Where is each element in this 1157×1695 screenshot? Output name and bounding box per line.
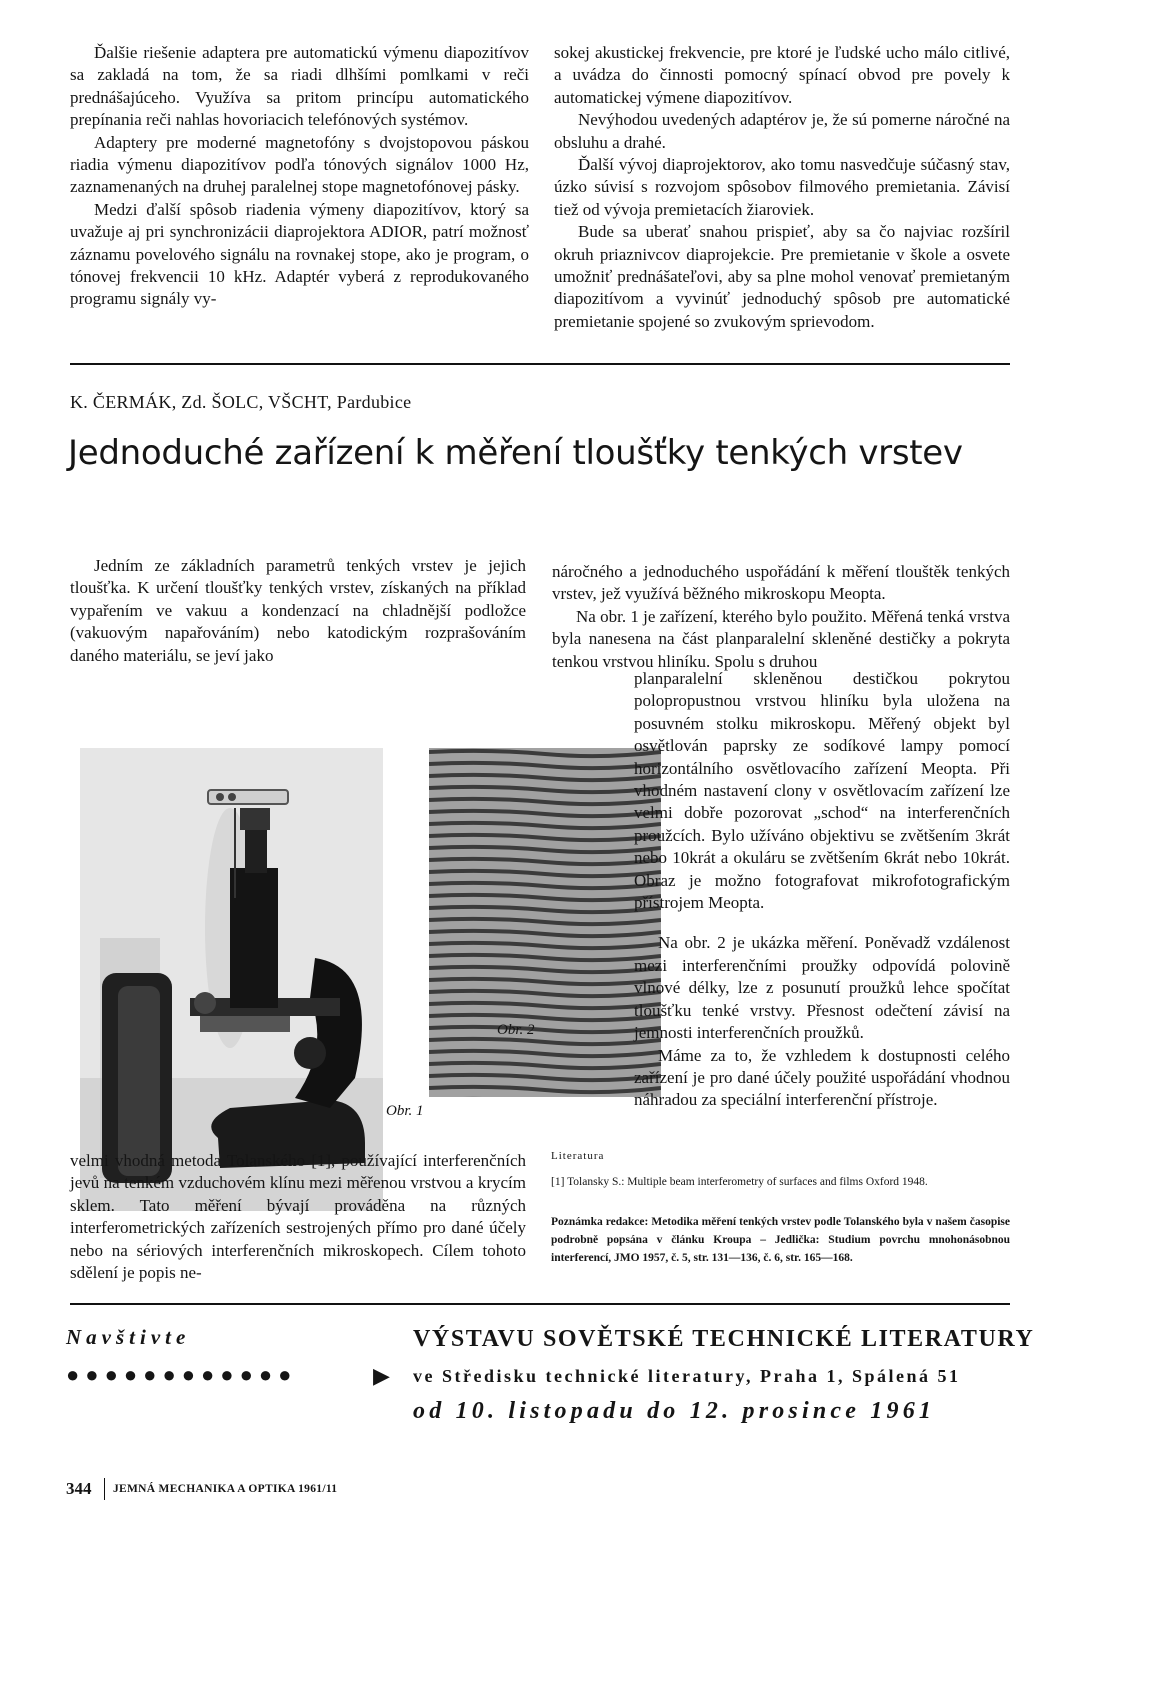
figure-2-caption: Obr. 2 <box>497 1022 535 1038</box>
fringes-illustration <box>429 748 661 1097</box>
paragraph: planparalelní skleněnou destičkou pokrytou polopropustnou vrstvou hliníku byla uložena na posuvném stolku mikroskopu. Měřený objekt byl osvětlován paprsky ze sodíkové lampy pomocí horizontálního osvětlovacího zařízení Meopta. Při vhodném nastavení clony v osvětlovacím zařízení lze velmi dobře pozorovat „schod“ na interferenčních proužcích. Bylo užíváno objektivu se zvětšením 3krát nebo 10krát a okuláru se zvětšením 6krát nebo 10krát. Obraz je možno fotografovat mikrofotografickým přístrojem Meopta. <box>634 669 1010 913</box>
paragraph: Na obr. 1 je zařízení, kterého bylo použito. Měřená tenká vrstva byla nanesena na část planparalelní skleněné destičky a pokryta tenkou vrstvou hliníku. Spolu s druhou <box>552 606 1010 671</box>
right-narrow-column <box>634 668 1010 1112</box>
ad-dots: ●●●●●●●●●●●● <box>66 1362 298 1387</box>
literature-heading: Literatura <box>551 1150 605 1162</box>
reference-1: [1] Tolansky S.: Multiple beam interferometry of surfaces and films Oxford 1948. <box>551 1176 928 1188</box>
paragraph: náročného a jednoduchého uspořádání k měření tlouštěk tenkých vrstev, jež využívá běžného mikroskopu Meopta. <box>552 562 1010 604</box>
paragraph: sokej akustickej frekvencie, pre ktoré je ľudské ucho málo citlivé, a uvádza do činnosti pomocný spínací obvod pre povely k automatickej výmene diapozitívov. <box>554 43 1010 107</box>
top-right-column <box>554 42 1010 333</box>
paragraph: Na obr. 2 je ukázka měření. Poněvadž vzdálenost mezi interferenčními proužky odpovídá polovině vlnové délky, lze z posunutí proužků lehce spočítat tloušťku tenké vrstvy. Přesnost odečtení závisí na jemnosti interferenčních proužků. <box>634 933 1010 1043</box>
section-divider <box>70 363 1010 365</box>
paragraph: Máme za to, že vzhledem k dostupnosti celého zařízení je pro dané účely použité uspořádání vhodnou náhradou za speciální interferenční přístroje. <box>634 1045 1010 1110</box>
continued-left-column <box>70 1150 526 1284</box>
journal-name: JEMNÁ MECHANIKA A OPTIKA 1961/11 <box>113 1483 338 1495</box>
ad-headline: VÝSTAVU SOVĚTSKÉ TECHNICKÉ LITERATURY <box>413 1326 1035 1352</box>
figure-1-caption: Obr. 1 <box>386 1103 424 1119</box>
article-title: Jednoduché zařízení k měření tloušťky tenkých vrstev <box>68 433 963 473</box>
paragraph: Bude sa uberať snahou prispieť, aby sa čo najviac rozšíril okruh priaznivcov diaprojekcie. Pre premietanie v škole a osvete umožniť prednášateľovi, aby sa plne mohol venovať premietaným diapozitívom a vyvinúť jednoduchý spôsob pre automatické premietanie spojené so zvukovým sprievodom. <box>554 222 1010 331</box>
paragraph: Ďalší vývoj diaprojektorov, ako tomu nasvedčuje súčasný stav, úzko súvisí s rozvojom spôsobov filmového premietania. Závisí tiež od vývoja premietacích žiaroviek. <box>554 155 1010 219</box>
ad-dates: od 10. listopadu do 12. prosince 1961 <box>413 1398 936 1424</box>
ad-arrow-icon: ▶ <box>373 1363 390 1388</box>
ad-location: ve Středisku technické literatury, Praha 1, Spálená 51 <box>413 1366 961 1386</box>
article-authors: K. ČERMÁK, Zd. ŠOLC, VŠCHT, Pardubice <box>70 392 412 412</box>
footer-divider <box>104 1478 105 1500</box>
microscope-illustration <box>80 748 383 1211</box>
paragraph: Nevýhodou uvedených adaptérov je, že sú pomerne náročné na obsluhu a drahé. <box>554 110 1010 152</box>
top-left-column <box>70 42 529 311</box>
paragraph: Ďalšie riešenie adaptera pre automatickú výmenu diapozitívov sa zakladá na tom, že sa riadi dlhšími pomlkami v reči prednášajúceho. Využíva sa pritom princípu automatického prepínania reči nahlas hovoriacich telefónových systémov. <box>70 43 529 130</box>
ad-visit-label: Navštivte <box>66 1325 191 1349</box>
editor-note: Poznámka redakce: Metodika měření tenkých vrstev podle Tolanského byla v našem časopise podrobně popsána v článku Kroupa – Jedlička: Studium povrchu mnohonásobnou interferencí, JMO 1957, č. 5, str. 131—136, č. 6, str. 165—168. <box>551 1216 1010 1264</box>
intro-left-column <box>70 555 526 667</box>
paragraph: Adaptery pre moderné magnetofóny s dvojstopovou páskou riadia výmenu diapozitívov podľa tónových signálov 1000 Hz, zaznamenaných na druhej paralelnej stope magnetofónovej pásky. <box>70 132 529 197</box>
paragraph: velmi vhodná metoda Tolanského [1], používající interferenčních jevů na tenkém vzduchovém klínu mezi měřenou vrstvou a krycím sklem. Tato měření bývají prováděna na různých interferometrických zařízeních sestrojených přímo pro dané účely nebo na sériových interferenčních mikroskopech. Cílem tohoto sdělení je popis ne- <box>70 1151 526 1283</box>
page-number: 344 <box>66 1479 92 1498</box>
intro-right-column <box>552 561 1010 673</box>
paragraph: Medzi ďalší spôsob riadenia výmeny diapozitívov, ktorý sa uvažuje aj pri synchronizácii diaprojektora ADIOR, patrí možnosť záznamu povelového signálu na rovnakej stope, ako je program, o tónovej frekvencii 10 kHz. Adaptér vyberá z reprodukovaného programu signály vy- <box>70 199 529 309</box>
paragraph: Jedním ze základních parametrů tenkých vrstev je jejich tloušťka. K určení tloušťky tenkých vrstev, získaných na příklad vypařením ve vakuu a kondenzací na chladnější podložce (vakuovým napařováním) nebo katodickým rozprašováním daného materiálu, se jeví jako <box>70 556 526 665</box>
figure-microscope-photo <box>80 748 383 1211</box>
ad-divider <box>70 1303 1010 1305</box>
figure-interference-fringes <box>429 748 661 1097</box>
